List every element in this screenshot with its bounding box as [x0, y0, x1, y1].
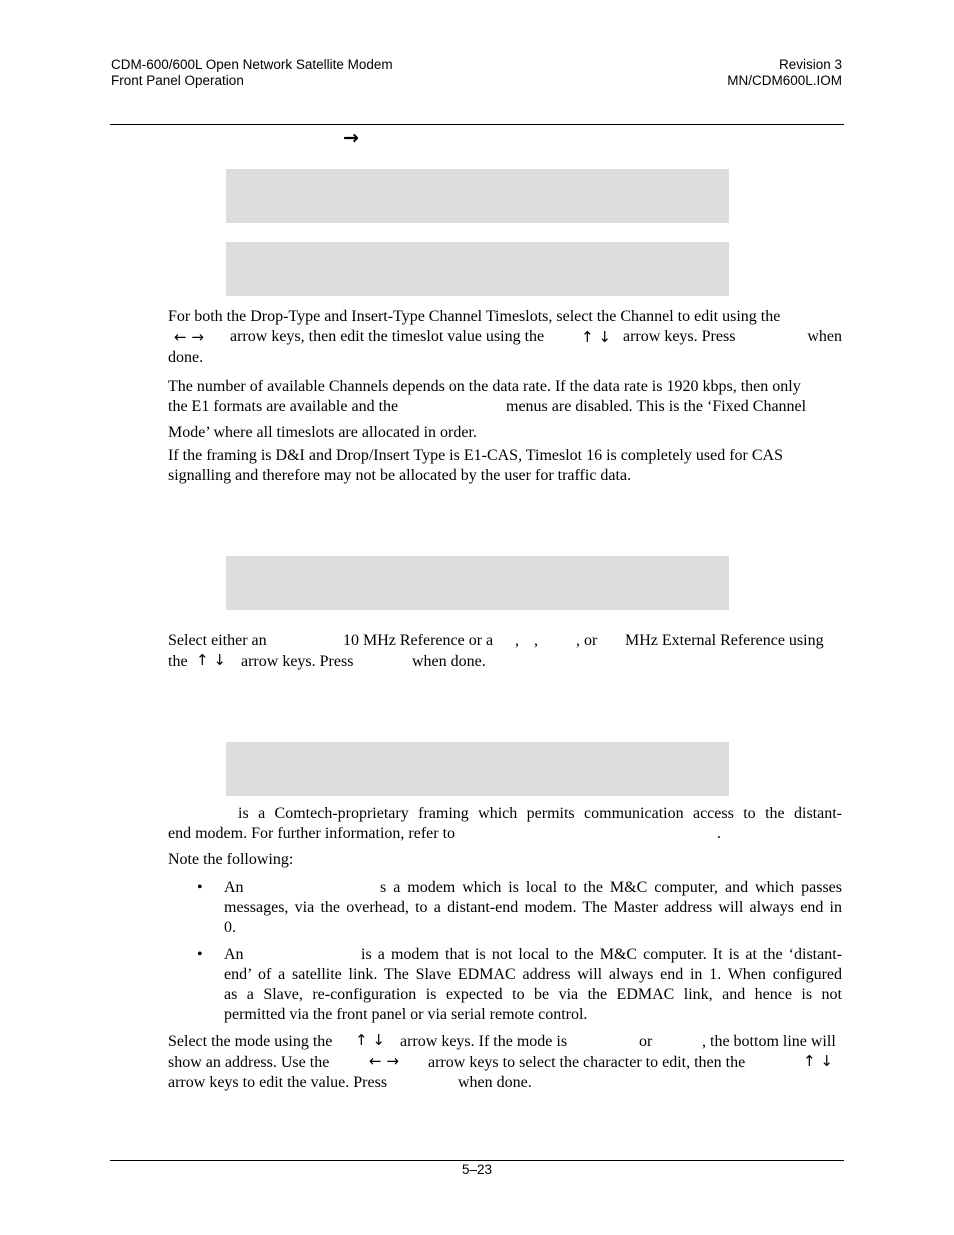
page-number: 5–23: [461, 1162, 493, 1177]
arrow-left-right-icon: ← →: [174, 328, 204, 346]
document-number: MN/CDM600L.IOM: [727, 73, 842, 88]
paragraph-available-channels: The number of available Channels depends on the data rate. If the data rate is 1920 kbps, then only the E1 formats are available and the menus are disabled. This is the ‘Fixed Channel Mode’ where all timeslots are allocated in order.: [168, 378, 807, 441]
header-rule: [110, 124, 844, 125]
lcd-display-reference: [226, 556, 729, 610]
lcd-display-edmac: [226, 742, 729, 796]
paragraph-reference-select: Select either an 10 MHz Reference or a , , , or MHz External Reference using the ↑ ↓ arrow keys. Press when done.: [168, 632, 824, 670]
arrow-left-right-icon: ← →: [369, 1052, 399, 1070]
bullet-marker: •: [197, 879, 203, 896]
arrow-right-icon: →: [343, 127, 359, 149]
lcd-display-insert-timeslots: [226, 242, 729, 296]
bullet-slave: An is a modem that is not local to the M&C computer. It is at the ‘distant- end’ of a satellite link. The Slave EDMAC address will always end in 1. When configured as a Slave, re-configuration is expected to be via the EDMAC link, and hence is not permitted via the front panel or via serial remote control.: [224, 946, 842, 1023]
arrow-up-down-icon: ↑ ↓: [803, 1052, 833, 1070]
paragraph-mode-select: Select the mode using the ↑ ↓ arrow keys. If the mode is or , the bottom line will show an address. Use the ← → arrow keys to select the character to edit, then the ↑ ↓ arrow keys to edit the value. Press when done.: [168, 1031, 836, 1091]
footer-rule: [110, 1160, 844, 1161]
manual-title: CDM-600/600L Open Network Satellite Modem: [111, 57, 393, 72]
note-heading: Note the following:: [168, 851, 294, 868]
paragraph-cas-signalling: If the framing is D&I and Drop/Insert Type is E1-CAS, Timeslot 16 is completely used for CAS signalling and therefore may not be allocated by the user for traffic data.: [168, 447, 783, 484]
arrow-up-down-icon: ↑ ↓: [581, 328, 611, 346]
chapter-title: Front Panel Operation: [111, 73, 244, 88]
paragraph-timeslot-edit: For both the Drop-Type and Insert-Type Channel Timeslots, select the Channel to edit using the ← → arrow keys, then edit the timeslot value using the ↑ ↓ arrow keys. Press when done.: [168, 308, 842, 366]
header-left: [111, 57, 393, 89]
paragraph-edmac-intro: is a Comtech-proprietary framing which permits communication access to the distant- end modem. For further information, refer to .: [168, 805, 842, 842]
arrow-up-down-icon: ↑ ↓: [355, 1031, 385, 1049]
bullet-marker: •: [197, 946, 203, 963]
header-right: [727, 57, 842, 89]
lcd-display-drop-timeslots: [226, 169, 729, 223]
arrow-up-down-icon: ↑ ↓: [196, 651, 226, 669]
bullet-master: An s a modem which is local to the M&C computer, and which passes messages, via the overhead, to a distant-end modem. The Master address will always end in 0.: [224, 879, 842, 936]
revision: Revision 3: [778, 57, 842, 72]
